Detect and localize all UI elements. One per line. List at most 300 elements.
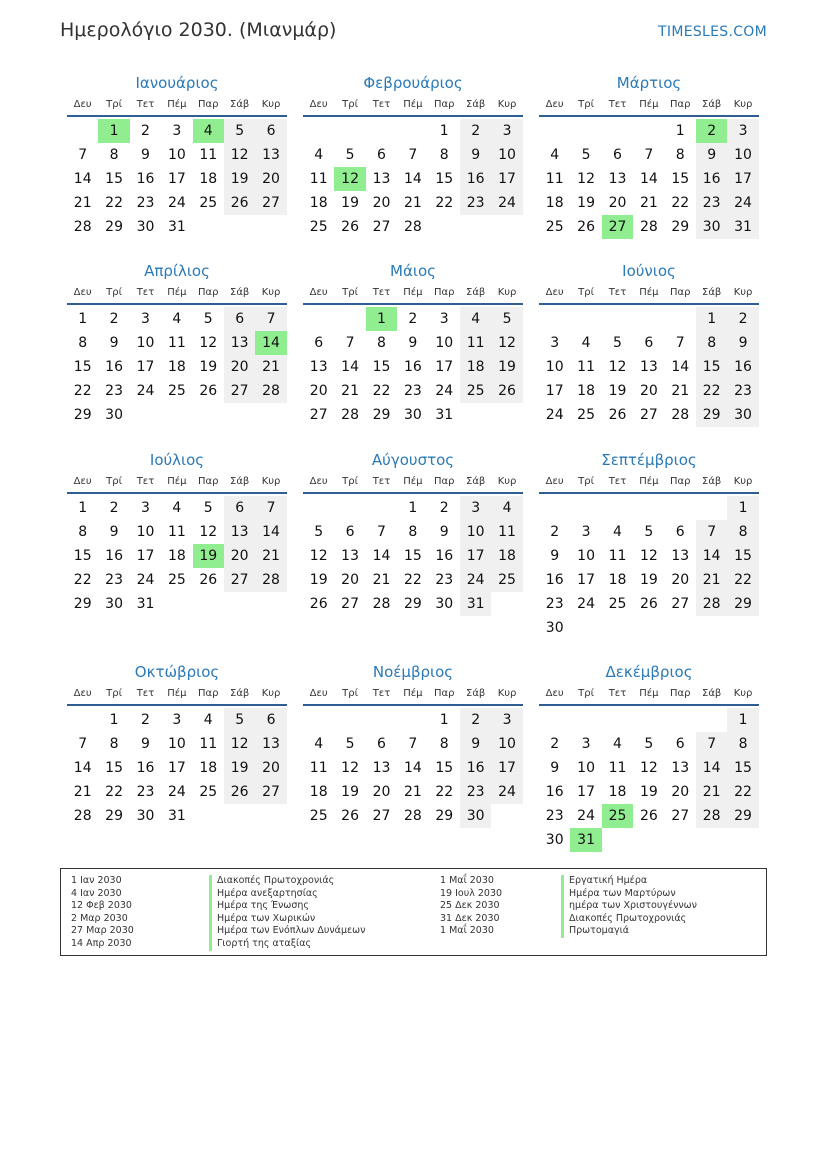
day-cell: 10: [491, 732, 522, 756]
day-cell: 4: [581, 335, 591, 351]
day-cell: 26: [224, 191, 255, 215]
day-cell-empty: [633, 119, 664, 143]
day-cell-empty: [429, 215, 460, 239]
weekday-label: Σάβ: [702, 476, 722, 487]
day-cell-empty: [570, 616, 601, 640]
weekday-label: Δευ: [73, 287, 92, 298]
day-cell: 1: [696, 307, 727, 331]
day-cell: 18: [608, 784, 627, 800]
day-cell: 28: [73, 219, 92, 235]
weekday-label: Τετ: [608, 99, 627, 110]
day-cell: 27: [309, 407, 328, 423]
legend-holiday-date: 1 Μαΐ 2030: [440, 925, 494, 937]
weekday-label: Σάβ: [702, 99, 722, 110]
weekday-label: Δευ: [309, 287, 328, 298]
weekday-label: Σάβ: [230, 287, 250, 298]
day-cell: 21: [639, 195, 658, 211]
day-cell: 30: [403, 407, 422, 423]
weekday-header: [67, 684, 287, 706]
day-cell: 13: [224, 520, 255, 544]
day-cell: 2: [141, 123, 150, 139]
weekday-header: [539, 684, 759, 706]
day-cell: 15: [403, 548, 422, 564]
day-cell: 24: [491, 191, 522, 215]
day-cell-empty: [727, 616, 758, 640]
day-cell: 27: [255, 780, 286, 804]
day-cell: 20: [608, 195, 627, 211]
day-cell: 4: [314, 147, 324, 163]
month-name: Οκτώβριος: [134, 663, 220, 681]
day-cell: 15: [73, 548, 92, 564]
weekday-label: Σάβ: [702, 287, 722, 298]
day-cell: 28: [639, 219, 658, 235]
day-cell: 22: [727, 780, 758, 804]
day-cell-empty: [193, 804, 224, 828]
day-cell: 13: [224, 331, 255, 355]
day-cell: 2: [550, 736, 560, 752]
day-cell-empty: [633, 307, 664, 331]
day-cell: 5: [613, 335, 622, 351]
month-name: Φεβρουάριος: [363, 74, 463, 92]
day-cell: 24: [460, 568, 491, 592]
month-calendar: [67, 660, 287, 828]
day-cell: 17: [167, 171, 186, 187]
day-cell: 17: [136, 548, 155, 564]
weekday-label: Σάβ: [230, 688, 250, 699]
month-name: Ιούνιος: [622, 262, 676, 280]
legend-holiday-date: 12 Φεβ 2030: [71, 900, 132, 912]
day-cell: 3: [172, 712, 182, 728]
weekday-label: Τρί: [578, 287, 594, 298]
day-cell: 23: [696, 191, 727, 215]
weekday-label: Τρί: [578, 99, 594, 110]
weekday-header: [67, 95, 287, 117]
day-cell: 19: [341, 784, 359, 800]
day-cell: 18: [167, 359, 186, 375]
day-cell: 5: [581, 147, 591, 163]
day-cell: 18: [491, 544, 522, 568]
day-cell: 2: [109, 311, 119, 327]
day-cell: 13: [255, 732, 286, 756]
day-cell: 11: [608, 548, 627, 564]
day-cell: 4: [203, 712, 213, 728]
month-name: Δεκέμβριος: [605, 663, 693, 681]
day-cell: 29: [372, 407, 391, 423]
day-cell: 16: [136, 171, 155, 187]
weekday-label: Παρ: [198, 688, 219, 699]
weekday-label: Τετ: [608, 287, 627, 298]
day-cell: 30: [105, 407, 123, 423]
day-cell: 1: [109, 712, 119, 728]
weekday-label: Τετ: [372, 476, 391, 487]
weekday-label: Πέμ: [167, 476, 187, 487]
day-cell: 15: [671, 171, 690, 187]
day-cell: 27: [671, 808, 690, 824]
holiday-day-cell: 31: [570, 828, 601, 852]
day-cell: 3: [491, 708, 522, 732]
day-cell: 10: [167, 736, 186, 752]
day-cell: 17: [577, 784, 595, 800]
day-cell: 12: [341, 760, 359, 776]
weekday-label: Τρί: [342, 287, 358, 298]
day-cell: 23: [460, 780, 491, 804]
day-cell: 30: [136, 219, 155, 235]
day-cell: 26: [491, 379, 522, 403]
day-cell: 8: [439, 736, 449, 752]
day-cell: 2: [727, 307, 758, 331]
day-cell: 17: [167, 760, 186, 776]
day-cell: 5: [345, 736, 355, 752]
weekday-label: Κυρ: [497, 287, 517, 298]
legend-holiday-name: Ημέρα των Χωρικών: [209, 913, 365, 926]
day-cell: 19: [577, 195, 595, 211]
legend-holiday-name: Ημέρα των Ενόπλων Δυνάμεων: [209, 925, 365, 938]
day-cell: 15: [696, 355, 727, 379]
weekday-label: Κυρ: [261, 688, 281, 699]
day-cell: 27: [341, 596, 359, 612]
day-grid: [67, 706, 287, 828]
day-cell: 6: [613, 147, 622, 163]
day-cell: 19: [199, 359, 218, 375]
legend-holiday-date: 25 Δεκ 2030: [440, 900, 500, 912]
day-cell: 24: [167, 784, 186, 800]
day-cell: 15: [105, 171, 123, 187]
day-cell: 4: [460, 307, 491, 331]
legend-holiday-date: 14 Απρ 2030: [71, 937, 132, 949]
day-cell: 22: [727, 568, 758, 592]
weekday-header: [303, 472, 523, 494]
day-cell: 4: [172, 500, 182, 516]
day-cell: 23: [136, 784, 155, 800]
month-name: Απρίλιος: [144, 262, 210, 280]
day-cell: 26: [309, 596, 328, 612]
day-cell: 3: [581, 524, 591, 540]
day-cell: 15: [435, 760, 454, 776]
day-cell: 21: [341, 383, 359, 399]
day-cell-empty: [460, 215, 491, 239]
day-cell-empty: [539, 307, 570, 331]
day-cell: 28: [671, 407, 690, 423]
day-grid: [67, 305, 287, 427]
day-cell: 19: [341, 195, 359, 211]
day-cell: 7: [377, 524, 386, 540]
day-cell: 26: [224, 780, 255, 804]
day-cell: 2: [460, 708, 491, 732]
day-cell: 30: [105, 596, 123, 612]
day-cell-empty: [334, 307, 365, 331]
weekday-label: Τετ: [372, 99, 391, 110]
day-cell: 13: [671, 760, 690, 776]
day-cell: 21: [255, 544, 286, 568]
day-cell: 30: [545, 620, 564, 636]
day-cell: 22: [105, 195, 123, 211]
weekday-label: Παρ: [434, 287, 455, 298]
day-cell: 11: [167, 335, 186, 351]
weekday-label: Παρ: [670, 99, 691, 110]
day-cell: 10: [545, 359, 564, 375]
weekday-label: Τετ: [136, 476, 155, 487]
day-cell: 7: [78, 147, 88, 163]
day-cell: 3: [141, 311, 150, 327]
weekday-label: Πέμ: [403, 688, 423, 699]
site-logo[interactable]: TIMESLES.COM: [658, 24, 767, 40]
weekday-header: [303, 95, 523, 117]
legend-holiday-name: Διακοπές Πρωτοχρονιάς: [561, 913, 697, 926]
weekday-label: Πέμ: [403, 476, 423, 487]
day-cell: 28: [255, 379, 286, 403]
day-cell: 11: [199, 736, 218, 752]
day-cell-empty: [602, 708, 633, 732]
day-cell: 23: [105, 572, 123, 588]
day-cell: 26: [199, 572, 218, 588]
day-cell: 21: [403, 195, 422, 211]
day-cell-empty: [130, 403, 161, 427]
day-cell: 16: [727, 355, 758, 379]
day-cell: 11: [460, 331, 491, 355]
day-cell-empty: [633, 616, 664, 640]
day-cell: 16: [435, 548, 454, 564]
day-cell-empty: [334, 119, 365, 143]
day-cell: 15: [727, 544, 758, 568]
day-cell: 12: [639, 760, 658, 776]
day-cell: 13: [372, 171, 391, 187]
legend-holiday-name: Ημέρα των Μαρτύρων: [561, 888, 697, 901]
day-cell: 12: [199, 335, 218, 351]
day-cell: 11: [577, 359, 595, 375]
month-calendar: [539, 448, 759, 640]
holiday-day-cell: 14: [255, 331, 286, 355]
day-cell: 16: [403, 359, 422, 375]
month-name: Μάιος: [390, 262, 436, 280]
day-cell: 15: [372, 359, 391, 375]
weekday-label: Τρί: [342, 688, 358, 699]
day-cell-empty: [303, 119, 334, 143]
month-calendar: [303, 259, 523, 427]
day-cell: 11: [309, 171, 328, 187]
day-cell: 21: [696, 568, 727, 592]
day-cell-empty: [334, 708, 365, 732]
day-cell: 8: [78, 524, 88, 540]
weekday-label: Κυρ: [733, 688, 753, 699]
day-cell: 25: [491, 568, 522, 592]
day-cell: 29: [73, 596, 92, 612]
day-cell: 17: [545, 383, 564, 399]
weekday-label: Τετ: [608, 476, 627, 487]
weekday-label: Κυρ: [497, 476, 517, 487]
day-grid: [303, 305, 523, 427]
day-cell: 24: [491, 780, 522, 804]
day-cell: 29: [73, 407, 92, 423]
day-cell: 28: [696, 804, 727, 828]
weekday-label: Πέμ: [167, 287, 187, 298]
day-cell-empty: [727, 828, 758, 852]
day-cell: 9: [550, 760, 560, 776]
day-cell: 9: [408, 335, 418, 351]
day-cell-empty: [696, 828, 727, 852]
day-cell: 27: [671, 596, 690, 612]
day-cell: 9: [550, 548, 560, 564]
day-cell: 6: [675, 524, 685, 540]
day-cell-empty: [397, 708, 428, 732]
weekday-label: Παρ: [434, 99, 455, 110]
day-cell: 6: [255, 119, 286, 143]
day-cell: 21: [696, 780, 727, 804]
day-cell-empty: [161, 403, 192, 427]
day-cell: 6: [345, 524, 355, 540]
day-grid: [539, 494, 759, 640]
day-cell: 27: [372, 808, 391, 824]
weekday-label: Σάβ: [230, 99, 250, 110]
day-cell-empty: [67, 119, 98, 143]
day-cell: 24: [435, 383, 454, 399]
weekday-label: Τετ: [372, 688, 391, 699]
day-cell-empty: [303, 307, 334, 331]
day-cell: 23: [545, 596, 564, 612]
day-cell: 17: [577, 572, 595, 588]
day-cell-empty: [224, 592, 255, 616]
day-cell: 26: [199, 383, 218, 399]
day-cell: 22: [696, 379, 727, 403]
day-cell: 26: [341, 808, 359, 824]
day-cell: 22: [435, 195, 454, 211]
day-cell: 2: [439, 500, 449, 516]
day-cell: 18: [199, 760, 218, 776]
day-cell-empty: [665, 828, 696, 852]
day-cell: 11: [167, 524, 186, 540]
day-cell: 29: [105, 219, 123, 235]
day-cell: 25: [309, 219, 328, 235]
day-grid: [539, 706, 759, 852]
day-cell: 14: [403, 760, 422, 776]
weekday-label: Σάβ: [702, 688, 722, 699]
day-cell: 6: [377, 147, 386, 163]
day-cell-empty: [696, 708, 727, 732]
day-cell: 14: [696, 756, 727, 780]
day-cell: 12: [224, 143, 255, 167]
day-cell: 2: [408, 311, 418, 327]
day-cell: 12: [491, 331, 522, 355]
weekday-label: Δευ: [545, 688, 564, 699]
day-cell-empty: [665, 708, 696, 732]
day-cell: 25: [199, 784, 218, 800]
day-cell: 26: [639, 808, 658, 824]
day-cell: 24: [577, 808, 595, 824]
weekday-label: Παρ: [434, 688, 455, 699]
weekday-label: Κυρ: [497, 99, 517, 110]
day-cell: 5: [203, 311, 213, 327]
day-cell: 18: [460, 355, 491, 379]
day-cell-empty: [303, 708, 334, 732]
day-cell: 12: [639, 548, 658, 564]
weekday-label: Τρί: [106, 476, 122, 487]
day-cell: 30: [136, 808, 155, 824]
day-cell: 7: [255, 307, 286, 331]
day-cell: 16: [545, 784, 564, 800]
day-cell: 31: [167, 808, 186, 824]
day-cell: 19: [608, 383, 627, 399]
day-grid: [67, 117, 287, 239]
day-cell: 19: [309, 572, 328, 588]
day-cell-empty: [255, 403, 286, 427]
day-cell-empty: [255, 592, 286, 616]
weekday-header: [539, 95, 759, 117]
holiday-day-cell: 4: [193, 119, 224, 143]
weekday-label: Δευ: [309, 99, 328, 110]
day-cell: 7: [255, 496, 286, 520]
day-cell-empty: [665, 307, 696, 331]
day-cell: 21: [671, 383, 690, 399]
holiday-legend: [60, 868, 767, 956]
month-calendar: [67, 71, 287, 239]
day-grid: [303, 494, 523, 616]
day-cell: 24: [727, 191, 758, 215]
weekday-label: Κυρ: [733, 99, 753, 110]
day-cell: 9: [727, 331, 758, 355]
day-cell: 30: [435, 596, 454, 612]
legend-holiday-date: 1 Μαΐ 2030: [440, 875, 494, 886]
weekday-label: Τρί: [578, 688, 594, 699]
day-cell-empty: [570, 708, 601, 732]
day-cell: 22: [435, 784, 454, 800]
day-cell: 1: [78, 500, 88, 516]
day-cell: 3: [550, 335, 560, 351]
day-cell: 15: [73, 359, 92, 375]
weekday-label: Δευ: [309, 476, 328, 487]
day-cell: 11: [608, 760, 627, 776]
day-cell: 17: [491, 167, 522, 191]
day-cell: 1: [78, 311, 88, 327]
weekday-label: Παρ: [670, 688, 691, 699]
day-cell: 10: [460, 520, 491, 544]
day-cell: 1: [727, 496, 758, 520]
day-cell: 6: [224, 307, 255, 331]
day-cell: 15: [105, 760, 123, 776]
day-cell: 25: [577, 407, 595, 423]
day-cell: 20: [309, 383, 328, 399]
day-cell: 18: [545, 195, 564, 211]
weekday-label: Σάβ: [466, 287, 486, 298]
day-cell: 30: [727, 403, 758, 427]
weekday-label: Πέμ: [639, 476, 659, 487]
day-cell: 23: [105, 383, 123, 399]
weekday-label: Παρ: [198, 287, 219, 298]
day-cell-empty: [303, 496, 334, 520]
day-cell: 29: [727, 592, 758, 616]
day-cell: 21: [73, 784, 92, 800]
weekday-label: Κυρ: [261, 287, 281, 298]
day-cell: 30: [460, 804, 491, 828]
day-cell: 16: [460, 756, 491, 780]
month-name: Σεπτέμβριος: [601, 451, 697, 469]
day-cell: 16: [105, 548, 123, 564]
day-cell: 9: [141, 147, 150, 163]
legend-holiday-name: Ημέρα της Ένωσης: [209, 900, 365, 913]
day-cell: 5: [345, 147, 355, 163]
day-cell: 3: [491, 119, 522, 143]
day-cell: 23: [136, 195, 155, 211]
weekday-label: Τρί: [106, 287, 122, 298]
day-cell: 4: [491, 496, 522, 520]
day-cell: 18: [608, 572, 627, 588]
day-cell: 30: [545, 832, 564, 848]
day-cell: 3: [581, 736, 591, 752]
day-cell: 9: [439, 524, 449, 540]
day-cell-empty: [491, 215, 522, 239]
day-grid: [303, 117, 523, 239]
month-name: Ιανουάριος: [135, 74, 219, 92]
day-cell: 12: [608, 359, 627, 375]
day-cell: 26: [639, 596, 658, 612]
